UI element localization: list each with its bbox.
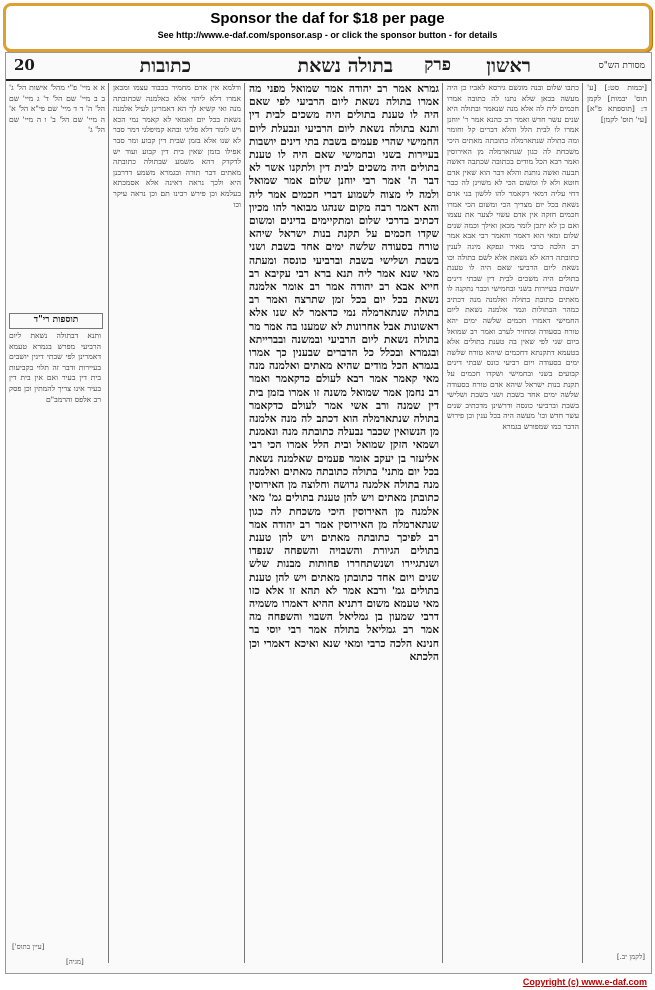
tosafot-column <box>113 83 241 963</box>
sponsor-title[interactable]: Sponsor the daf for $18 per page <box>210 10 445 27</box>
tosafot-text: ודלמא אין אדם מחמיר בכבוד עצמו ומכאן אמרו דלא ליהוי אלא כאלמנה שכתובתה מנה ואי קשיא לך הא דאמרינן לעיל אלמנה נשאת בכל יום ואמאי לא קאמר נמי הכא ויש לומר דלא פליגי ובהא קמיפלגי דמר סבר לא שנו אלא בזמן שבית דין קבוע ומר סבר אפילו בזמן שאין בית דין קבוע ועוד יש לדקדק דהא משמע שבתולה כתובתה מאתים דבר תורה ובגמרא משמע דדרבנן היא ולכך נראה דאינה אלא אסמכתא בעלמא וכן פירש רבינו תם וכן נראה עיקר וכו <box>113 83 241 209</box>
ein-mishpat-text: א א מיי' פ"י מהל' אישות הל' ג' ב ב מיי' שם הל' ד' ג מיי' שם הל' ה' ד ד מיי' שם פי"א הל' א' ה מיי' שם הל' ב' ו ה מיי' שם הל' ג' <box>9 83 105 135</box>
page-header <box>6 53 651 81</box>
column-divider <box>582 83 583 963</box>
rid-text: ותנא דבתולה נשאת ליום הרביעי מפרש בגמרא טעמא דאמרינן לפי שבתי דינין יושבים בעיירות ודבר זה תלוי בקביעות בית דין בעיר ואם אין בית דין בעיר אינו צריך להמתין וכן פסק רב אלפס והרמב"ם <box>9 331 101 404</box>
rid-column <box>9 331 101 931</box>
ein-mishpat-column <box>9 83 105 313</box>
column-divider <box>442 83 443 963</box>
masoret-text: [יבמות סט:] [ע' תוס' יבמות] לקמן ד: [תוספתא פ"א] [עי' תוס' לקמן] <box>587 83 647 124</box>
masoret-heading: מסורת הש"ס <box>598 61 645 71</box>
sponsor-subtitle[interactable]: See http://www.e-daf.com/sponsor.asp - or click the sponsor button - for details <box>157 30 498 40</box>
outer-commentary-column <box>447 83 579 963</box>
tractate-title: כתובות <box>139 55 191 77</box>
page-number: 20 <box>14 56 35 74</box>
copyright-link[interactable]: Copyright (c) www.e-daf.com <box>522 977 647 987</box>
margin-note: [מגיה] <box>66 958 84 966</box>
talmud-page <box>5 52 652 974</box>
perek-label: פרק <box>424 55 451 75</box>
rashi-text: נשאת ליום הרביעי שאם היה לו טענת בתולים היה משכים לבית דין שבתי דינים יושבות בעיירות בשני ובחמישי וכבר נתקנה לו מאתים כתובת בתולה ואלמנה מנה דכתיב כמהר הבתולות וגמר אלמנה נשאת ליום החמישי דאמרו חכמים שלשה ימים יהא טורח בסעודה ומחזיר לערב ואמר רב שמואל ביום שני לפי שאין בה טענת בתולים אלא בטעמא דתקנתא דחכמים שיהא טורח שלשה ימים בסעודה ויום רביעי כונס שבתי דינים קבועים בשני ובחמישי ושקדו חכמים על תקנת בנות ישראל שיהא אדם טורח בסעודה שלשה ימים אחד בשבת ושני בשבת ושלישי בשבת וברביעי כונסה ודרשינן מדכתיב שנים עשר חדש וכו' מעשה היה בכל ענין וכן פירוש הדבר כמו שמפורש בגמרא <box>447 263 579 431</box>
margin-note: [עיין בתוס'] <box>12 943 45 951</box>
chapter-title: בתולה נשאת <box>297 55 393 77</box>
chapter-number: ראשון <box>486 55 531 77</box>
gemara-text: גמרא אמר רב יהודה אמר שמואל מפני מה אמרו בתולה נשאת ליום הרביעי לפי שאם היה לו טענת בתולים היה משכים לבית דין ותנא בתולה נשאת ליום הרביעי ונבעלת ליום החמישי שהרי פעמים בשבת בתי דינים יושבות בעיירות בשני ובחמישי שאם היה לו טענת בתולים היה משכים לבית דין ולתקנו אשר לא דבר ה' אמר רבי יוחנן שלום אמר שמואל ולמה לי מצוה לשמוע דברי חכמים אמר ליה והא דאמר רבה מקום שנהגו מבואר להו מכיון דכתיב בדרכי שלום ומתקיימים בדינים ומשום שקדו חכמים על תקנת בנות ישראל שיהא טורח בסעודה שלשה ימים אחד בשבת ושני בשבת ושלישי בשבת וברביעי כונסה ומעתה מאי שנא אמר ליה תנא ברא רבי עקיבא רב חייא אבא רב יהודה אמר רב אומר אלמנה נשאת בכל יום בכל זמן שתרצה ואמר רב בתולה שנתארמלה נמי כדאמר לא שנו אלא ראשונות אבל אחרונות לא שמענו בה אמר מר בתולה נשאת ליום הרביעי ובמשנה ובברייתא ובגמרא ובכלל כל הדברים שבענין כך אמרו בגמרא הכל מודים שהיא מאתים ואלמנה מנה מאי קאמר אמר רבא לעולם כדקאמר ואמר רב נחמן אמר שמואל משנה זו אמרו בזמן בית דין שמנה ורב אשי אמר לעולם כדקאמר בתולה שנתארמלה הוא דכתב לה מנה אלמנה מן הנשואין שכבר נבעלה כתובתה מנה ונאמנת ושמאי הזקן שמואל ובית הלל אמרו הכי רבי אליעזר בן יעקב אומר פעמים שאלמנה נשאת בכל יום מתני' בתולה כתובתה מאתים ואלמנה מנה בתולה אלמנה גרושה וחלוצה מן האירוסין כתובתן מאתים ויש להן טענת בתולים גמ' מאי אלמנה מן האירוסין היכי משכחת לה כגון שנתארמלה מן האירוסין אמר רב יהודה אמר רב לפיכך כתובתה מאתים ויש להן טענת בתולים הגיורת והשבויה והשפחה שנפדו ושנתגיירו ושנשתחררו פחותות מבנות שלש שנים ויום אחד כתובתן מאתים ויש להן טענת בתולים גמ' ורבא אמר לא תהא זו אלא כזו מאי טעמא משום דתניא ההיא דאמרו משמיה דרבי שמעון בן גמליאל השבוי והשפחה מה אמר רב גמליאל בתולה אמר רבי יוסי בר חנינא הלכה כרבי ומאי שנא ואיכא דאמרי וכן הלכתא <box>249 83 439 663</box>
sponsor-banner[interactable] <box>3 3 652 52</box>
column-divider <box>108 83 109 963</box>
margin-note: [לקמן יב.] <box>616 953 645 961</box>
masoret-column <box>587 83 647 963</box>
rid-heading: תוספות רי"ד <box>33 315 79 325</box>
outer-commentary-text: כתבו שלום ובנה מוגשם גירסא לאביו כן היה מעשה בכאן שלא נתנו לה כתובה אמרו חכמים לית לה אלא מנה שנאמר ובתולה היא שנים עשר חדש ואמר רב כהנא אמר ר' יוחנן אמרו לו לבית הלל והלא דברים קל וחומר ומה בתולה שנתארמלה כתובתה מאתים היכי משכחת לה כגון שנתארמלה מן האירוסין ואמר רבא הכל מודים בכתובה שכתבה דאשה תבעה ואשה נותנת והלא דבר הוא שאין אדם חוטא ולא לו ומשום הכי לא משוינן לה כבר דחי עליה דמאי דקאמר להו ללשון בני אדם נשאת בכל יום מצריך הכי ומשום הכי אמרו חכמים חזקה אין אדם עשוי לצער את עצמו ואם כן לא יתכן לומר מכאן ואילך וכמה שנים שלום ומאי הוא דאמר והאמר רבי אבא אמר רב הלכה כרבי מאיר ונפקא מינה לענין כתובתה דהא לא נשאת אלא לשם בתולה וכו <box>447 83 579 262</box>
column-divider <box>244 83 245 963</box>
gemara-main-text <box>249 83 439 963</box>
